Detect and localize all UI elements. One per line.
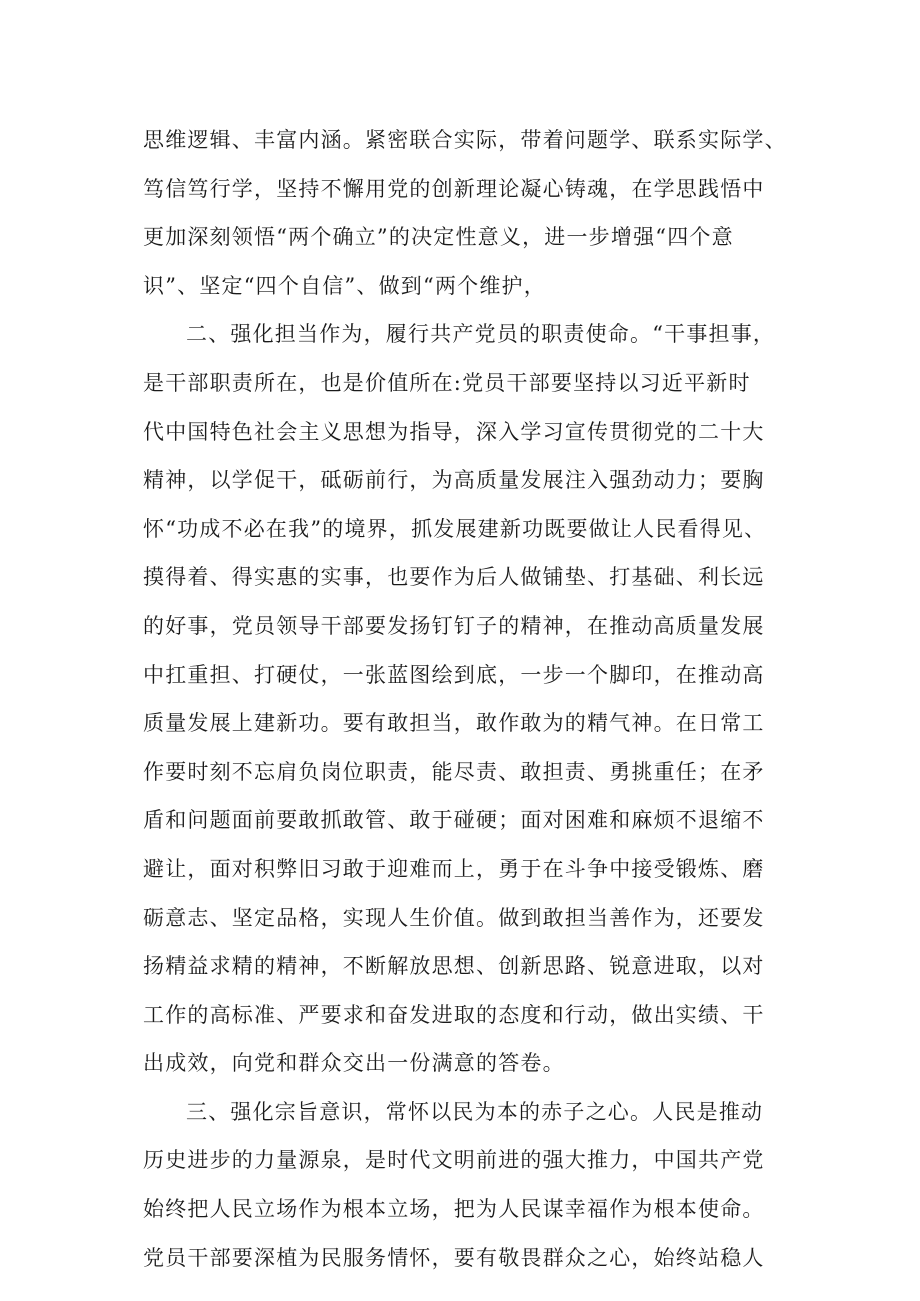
text-line: 质量发展上建新功。要有敢担当，敢作敢为的精气神。在日常工 xyxy=(143,711,765,736)
text-line: 的好事，党员领导干部要发扬钉钉子的精神，在推动高质量发展 xyxy=(143,613,765,638)
text-line: 出成效，向党和群众交出一份满意的答卷。 xyxy=(143,1051,565,1076)
text-line: 作要时刻不忘肩负岗位职责，能尽责、敢担责、勇挑重任；在矛 xyxy=(143,759,765,784)
text-line: 盾和问题面前要敢抓敢管、敢于碰硬；面对困难和麻烦不退缩不 xyxy=(143,808,765,833)
text-line: 精神，以学促干，砥砺前行，为高质量发展注入强劲动力；要胸 xyxy=(143,468,765,493)
text-line: 更加深刻领悟“两个确立”的决定性意义，进一步增强“四个意 xyxy=(143,225,734,250)
text-line: 砺意志、坚定品格，实现人生价值。做到敢担当善作为，还要发 xyxy=(143,905,765,930)
text-line: 工作的高标准、严要求和奋发进取的态度和行动，做出实绩、干 xyxy=(143,1002,765,1027)
text-line: 摸得着、得实惠的实事，也要作为后人做铺垫、打基础、利长远 xyxy=(143,565,765,590)
text-line: 代中国特色社会主义思想为指导，深入学习宣传贯彻党的二十大 xyxy=(143,419,765,444)
section-two-heading-line: 二、强化担当作为，履行共产党员的职责使命。“干事担事， xyxy=(186,322,776,347)
text-line: 笃信笃行学，坚持不懈用党的创新理论凝心铸魂，在学思践悟中 xyxy=(143,176,765,201)
text-line: 始终把人民立场作为根本立场，把为人民谋幸福作为根本使命。 xyxy=(143,1197,765,1222)
text-line: 党员干部要深植为民服务情怀，要有敬畏群众之心，始终站稳人 xyxy=(143,1245,765,1270)
section-three-heading-line: 三、强化宗旨意识，常怀以民为本的赤子之心。人民是推动 xyxy=(186,1099,764,1124)
text-line: 历史进步的力量源泉，是时代文明前进的强大推力，中国共产党 xyxy=(143,1148,765,1173)
document-body xyxy=(143,116,823,1282)
text-line: 是干部职责所在，也是价值所在:党员干部要坚持以习近平新时 xyxy=(143,370,751,395)
text-line: 思维逻辑、丰富内涵。紧密联合实际，带着问题学、联系实际学、 xyxy=(143,128,787,152)
text-line: 扬精益求精的精神，不断解放思想、创新思路、锐意进取，以对 xyxy=(143,954,765,979)
text-line: 避让，面对积弊旧习敢于迎难而上，勇于在斗争中接受锻炼、磨 xyxy=(143,856,765,881)
text-line: 中扛重担、打硬仗，一张蓝图绘到底，一步一个脚印，在推动高 xyxy=(143,662,765,687)
text-line: 怀“功成不必在我”的境界，抓发展建新功既要做让人民看得见、 xyxy=(143,516,767,541)
text-line: 识”、坚定“四个自信”、做到“两个维护， xyxy=(143,273,546,298)
